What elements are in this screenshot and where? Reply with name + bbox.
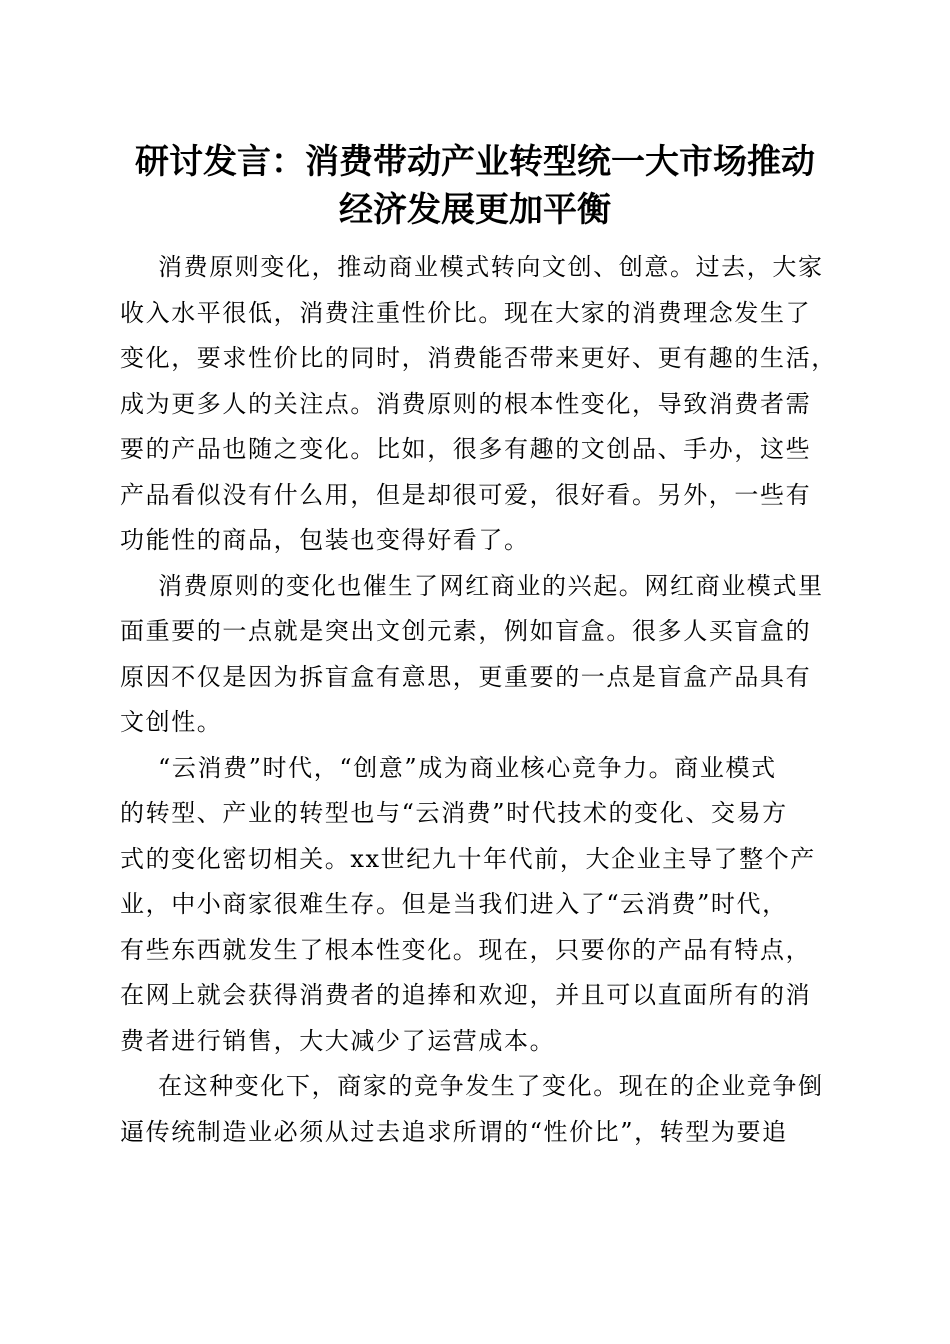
paragraph-3 xyxy=(120,746,832,1065)
text-line: 文创性。 xyxy=(120,708,223,736)
text-line: 式的变化密切相关。xx世纪九十年代前，大企业主导了整个产 xyxy=(120,844,816,873)
text-line: “云消费”时代，“创意”成为商业核心竞争力。商业模式 xyxy=(158,753,777,782)
text-line: 业，中小商家很难生存。但是当我们进入了“云消费”时代， xyxy=(120,890,788,918)
text-line: 产品看似没有什么用，但是却很可爱，很好看。另外，一些有 xyxy=(120,480,812,509)
text-line: 要的产品也随之变化。比如，很多有趣的文创品、手办，这些 xyxy=(120,435,812,463)
text-line: 有些东西就发生了根本性变化。现在，只要你的产品有特点， xyxy=(120,935,812,964)
document-body xyxy=(120,245,837,1155)
text-line: 成为更多人的关注点。消费原则的根本性变化，导致消费者需 xyxy=(120,389,812,418)
paragraph-4 xyxy=(120,1064,832,1155)
text-line: 逼传统制造业必须从过去追求所谓的“性价比”，转型为要追 xyxy=(120,1117,788,1146)
text-line: 在网上就会获得消费者的追捧和欢迎，并且可以直面所有的消 xyxy=(120,981,812,1009)
title-line: 经济发展更加平衡 xyxy=(339,190,611,230)
text-line: 变化，要求性价比的同时，消费能否带来更好、更有趣的生活， xyxy=(120,344,837,372)
text-line: 在这种变化下，商家的竞争发生了变化。现在的企业竞争倒 xyxy=(158,1072,824,1100)
text-line: 收入水平很低，消费注重性价比。现在大家的消费理念发生了 xyxy=(120,298,812,327)
text-line: 消费原则变化，推动商业模式转向文创、创意。过去，大家 xyxy=(158,253,824,281)
text-line: 的转型、产业的转型也与“云消费”时代技术的变化、交易方 xyxy=(120,799,788,827)
paragraph-2 xyxy=(120,564,832,746)
paragraph-1 xyxy=(120,245,837,564)
document-title xyxy=(100,138,850,234)
text-line: 功能性的商品，包装也变得好看了。 xyxy=(120,526,530,554)
text-line: 消费原则的变化也催生了网红商业的兴起。网红商业模式里 xyxy=(158,571,824,600)
text-line: 原因不仅是因为拆盲盒有意思，更重要的一点是盲盒产品具有 xyxy=(120,662,812,691)
text-line: 费者进行销售，大大减少了运营成本。 xyxy=(120,1026,556,1055)
title-line: 研讨发言：消费带动产业转型统一大市场推动 xyxy=(135,142,815,182)
text-line: 面重要的一点就是突出文创元素，例如盲盒。很多人买盲盒的 xyxy=(120,617,812,645)
